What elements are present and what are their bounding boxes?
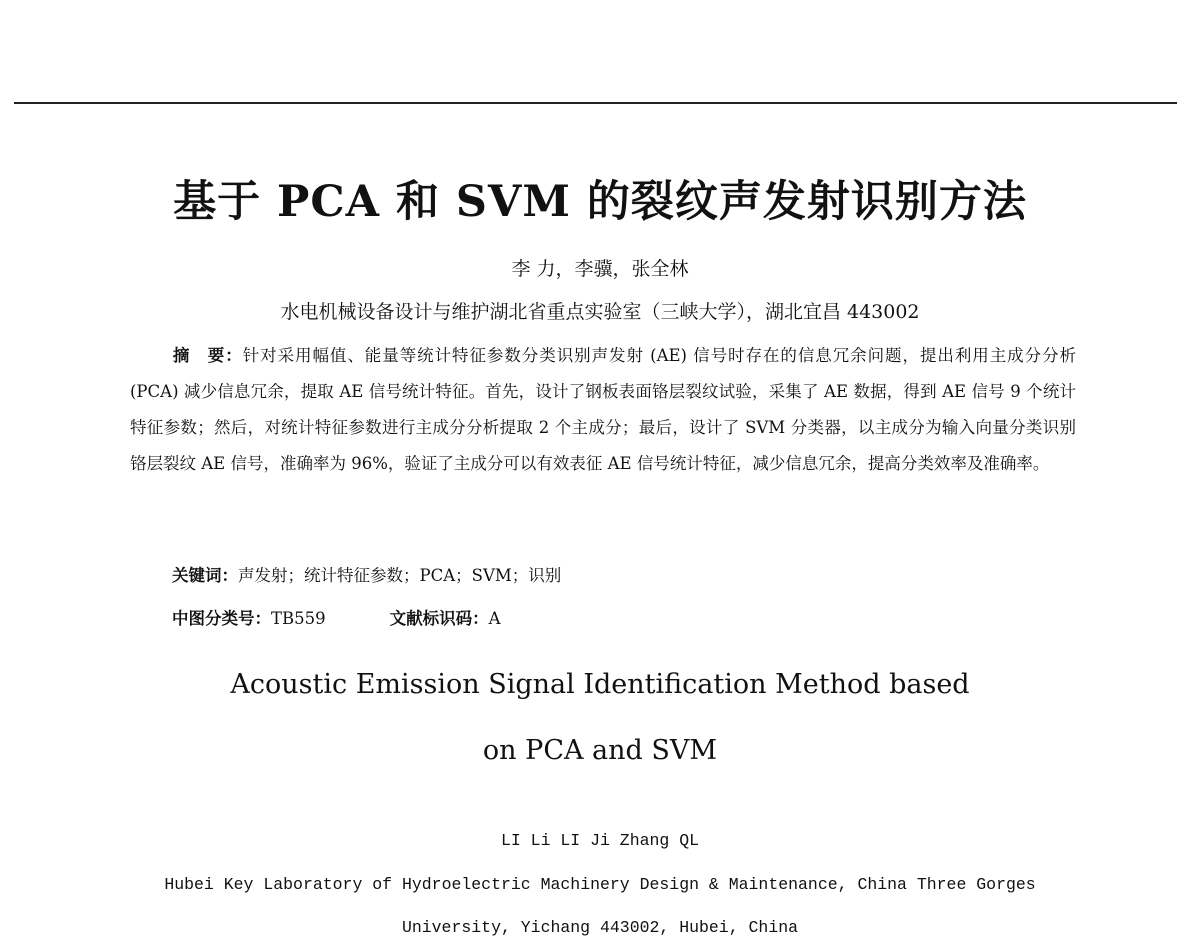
abstract-text: 针对采用幅值、能量等统计特征参数分类识别声发射 (AE) 信号时存在的信息冗余问题，提出利用主成分分析 (PCA) 减少信息冗余，提取 AE 信号统计特征。首先，设计了钢板表面铬层裂纹试验，采集了 AE 数据，得到 AE 信号 9 个统计特征参数；然后，对统计特征参数进行主成分分析提取 2 个主成分；最后，设计了 SVM 分类器，以主成分为输入向量分类识别铬层裂纹 AE 信号，准确率为 96%，验证了主成分可以有效表征 AE 信号统计特征，减少信息冗余，提高分类效率及准确率。 [130, 346, 1077, 473]
affiliation-zh: 水电机械设备设计与维护湖北省重点实验室（三峡大学），湖北宜昌 443002 [280, 301, 920, 323]
clc-value: TB559 [271, 609, 326, 628]
paper-title-zh: 基于 PCA 和 SVM 的裂纹声发射识别方法 [173, 177, 1027, 227]
abstract-zh [130, 338, 1076, 482]
keywords-label: 关键词： [172, 566, 238, 585]
keywords-text: 声发射；统计特征参数；PCA；SVM；识别 [238, 566, 562, 585]
abstract-label: 摘 要： [172, 346, 243, 365]
doc-code-label: 文献标识码： [389, 609, 489, 628]
affiliation-en-line1: Hubei Key Laboratory of Hydroelectric Machinery Design & Maintenance, China Three Gorges [164, 875, 1036, 894]
keywords-zh [172, 562, 1072, 590]
authors-en: LI Li LI Ji Zhang QL [500, 831, 700, 850]
header-rule [14, 102, 1177, 104]
affiliation-en-line2: University, Yichang 443002, Hubei, China [401, 918, 799, 937]
paper-title-en-line2: on PCA and SVM [482, 735, 718, 766]
authors-zh: 李 力，李骥，张全林 [511, 258, 689, 280]
paper-title-en-line1: Acoustic Emission Signal Identification Method based [230, 669, 970, 700]
clc-label: 中图分类号： [172, 609, 271, 628]
doc-code-value: A [488, 609, 501, 628]
classification-line [172, 605, 1072, 633]
